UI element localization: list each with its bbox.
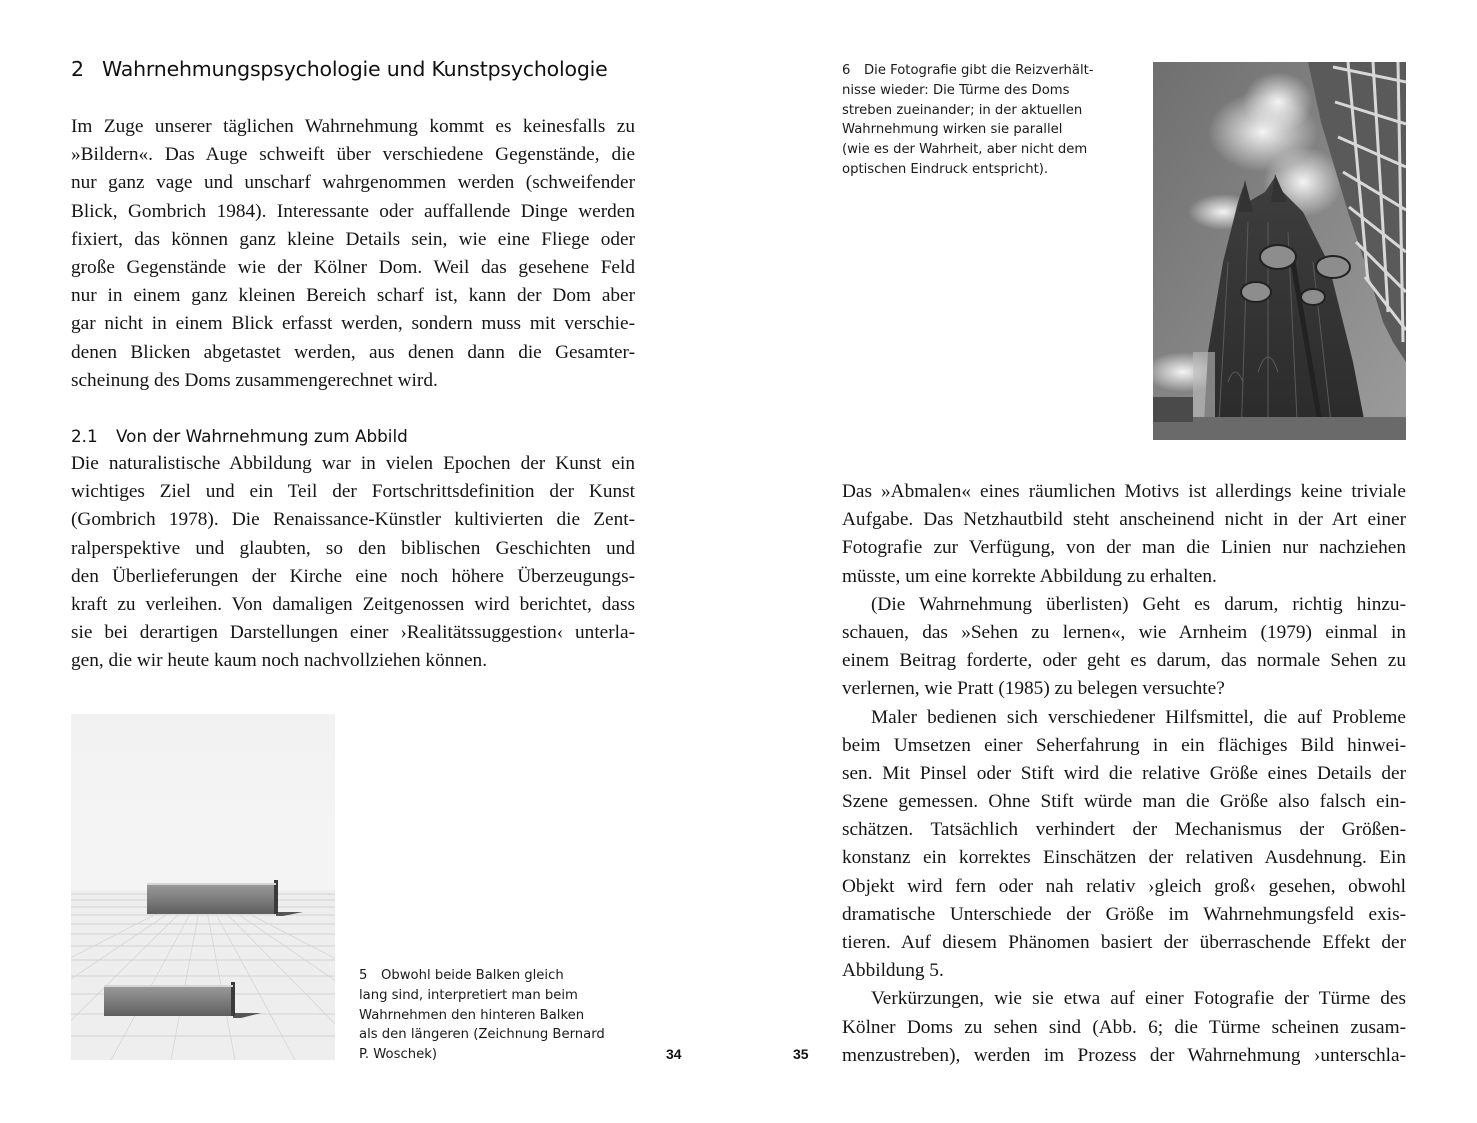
- section-title: Von der Wahrnehmung zum Abbild: [116, 426, 408, 446]
- section-number: 2.1: [71, 426, 98, 446]
- text-line: schauen, das »Sehen zu lernen«, wie Arnheim (1979) einmal in: [842, 621, 1406, 643]
- text-line: verlernen, wie Pratt (1985) zu belegen versuchte?: [842, 678, 1225, 700]
- page-number-left: 34: [666, 1046, 682, 1062]
- text-line: gen, die wir heute kaum noch nachvollziehen können.: [71, 650, 488, 672]
- caption-line: optischen Eindruck entspricht).: [842, 161, 1049, 177]
- bars-illustration: [71, 714, 335, 1060]
- text-line: schätzen. Tatsächlich verhindert der Mechanismus der Größen-: [842, 819, 1406, 841]
- text-line: Im Zuge unserer täglichen Wahrnehmung kommt es keinesfalls zu: [71, 116, 635, 137]
- chapter-heading: [71, 55, 671, 83]
- text-line: (Die Wahrnehmung überlisten) Geht es darum, richtig hinzu-: [871, 593, 1406, 615]
- text-line: Aufgabe. Das Netzhautbild steht anscheinend nicht in der Art einer: [842, 509, 1406, 531]
- text-line: Maler bedienen sich verschiedener Hilfsmittel, die auf Probleme: [871, 706, 1406, 728]
- figure-6-caption: [842, 61, 1094, 180]
- text-line: große Gegenstände wie der Kölner Dom. Weil das gesehene Feld: [71, 256, 635, 278]
- text-line: kraft zu verleihen. Von damaligen Zeitgenossen wird berichtet, dass: [71, 593, 635, 615]
- text-line: sen. Mit Pinsel oder Stift wird die relative Größe eines Details der: [842, 762, 1406, 784]
- text-line: menzustreben), werden im Prozess der Wahrnehmung ›unterschla-: [842, 1044, 1406, 1066]
- text-line: Verkürzungen, wie sie etwa auf einer Fotografie der Türme des: [871, 988, 1406, 1010]
- text-line: Fotografie zur Verfügung, von der man die Linien nur nachziehen: [842, 537, 1406, 559]
- chapter-title: Wahrnehmungspsychologie und Kunstpsychologie: [102, 57, 608, 81]
- figure-5-caption: [359, 966, 605, 1065]
- text-line: den Überlieferungen der Kirche eine noch höhere Überzeugungs-: [71, 565, 635, 587]
- text-line: einem Beitrag forderte, oder geht es darum, das normale Sehen zu: [842, 650, 1406, 672]
- text-line: konstanz ein korrektes Einschätzen der relativen Ausdehnung. Ein: [842, 847, 1406, 869]
- text-line: scheinung des Doms zusammengerechnet wird.: [71, 369, 438, 391]
- text-line: (Gombrich 1978). Die Renaissance-Künstler kultivierten die Zent-: [71, 509, 635, 531]
- caption-number: 6: [842, 63, 851, 78]
- page-number-right: 35: [793, 1046, 809, 1062]
- chapter-number: 2: [71, 57, 84, 81]
- figure-5-bars-drawing: [71, 714, 335, 1060]
- text-line: Szene gemessen. Ohne Stift würde man die Größe also falsch ein-: [842, 791, 1406, 813]
- caption-number: 5: [359, 968, 368, 983]
- text-line: beim Umsetzen einer Seherfahrung in ein flächiges Bild hinwei-: [842, 734, 1406, 756]
- left-page: [0, 0, 738, 1123]
- paragraph-naturalism: [71, 450, 635, 676]
- text-line: Das »Abmalen« eines räumlichen Motivs ist allerdings keine triviale: [842, 481, 1406, 502]
- text-line: Blick, Gombrich 1984). Interessante oder auffallende Dinge werden: [71, 200, 635, 222]
- caption-line: (wie es der Wahrheit, aber nicht dem: [842, 142, 1088, 158]
- text-line: wichtiges Ziel und ein Teil der Fortschrittsdefinition der Kunst: [71, 481, 635, 503]
- caption-line: P. Woschek): [359, 1047, 437, 1063]
- text-line: tieren. Auf diesem Phänomen basiert der überraschende Effekt der: [842, 932, 1406, 953]
- caption-line: Wahrnehmung wirken sie parallel: [842, 122, 1063, 138]
- right-page-body: [842, 478, 1406, 1070]
- text-line: nur ganz vage und unscharf wahrgenommen werden (schweifender: [71, 172, 635, 194]
- caption-line: lang sind, interpretiert man beim: [359, 987, 578, 1003]
- section-heading: [71, 423, 635, 449]
- text-line: müsste, um eine korrekte Abbildung zu erhalten.: [842, 565, 1217, 587]
- caption-line: Wahrnehmen den hinteren Balken: [359, 1007, 585, 1023]
- text-line: sie bei derartigen Darstellungen einer ›Realitätssuggestion‹ unterla-: [71, 622, 635, 644]
- text-line: denen Blicken abgetastet werden, aus denen dann die Gesamter-: [71, 341, 635, 363]
- text-line: ralperspektive und glaubten, so den biblischen Geschichten und: [71, 537, 635, 559]
- paragraph-intro: [71, 113, 635, 395]
- caption-line: Die Fotografie gibt die Reizverhält-: [864, 63, 1094, 78]
- caption-line: Obwohl beide Balken gleich: [381, 968, 564, 983]
- caption-line: streben zueinander; in der aktuellen: [842, 102, 1083, 118]
- text-line: dramatische Unterschiede der Größe im Wahrnehmungsfeld exis-: [842, 903, 1406, 925]
- text-line: Objekt wird fern oder nah relativ ›gleich groß‹ gesehen, obwohl: [842, 875, 1406, 897]
- caption-line: als den längeren (Zeichnung Bernard: [359, 1027, 605, 1043]
- text-line: Kölner Doms zu sehen sind (Abb. 6; die Türme scheinen zusam-: [842, 1016, 1406, 1038]
- text-line: fixiert, das können ganz kleine Details sein, wie eine Fliege oder: [71, 228, 635, 250]
- text-line: gar nicht in einem Blick erfasst werden, sondern muss mit verschie-: [71, 313, 635, 335]
- text-line: nur in einem ganz kleinen Bereich scharf ist, kann der Dom aber: [71, 285, 635, 307]
- caption-line: nisse wieder: Die Türme des Doms: [842, 82, 1070, 98]
- cathedral-photo: [1153, 62, 1406, 440]
- text-line: Abbildung 5.: [842, 960, 944, 982]
- text-line: Die naturalistische Abbildung war in vielen Epochen der Kunst ein: [71, 453, 635, 474]
- text-line: »Bildern«. Das Auge schweift über verschiedene Gegenstände, die: [71, 144, 635, 166]
- figure-6-cathedral-photo: [1153, 62, 1406, 440]
